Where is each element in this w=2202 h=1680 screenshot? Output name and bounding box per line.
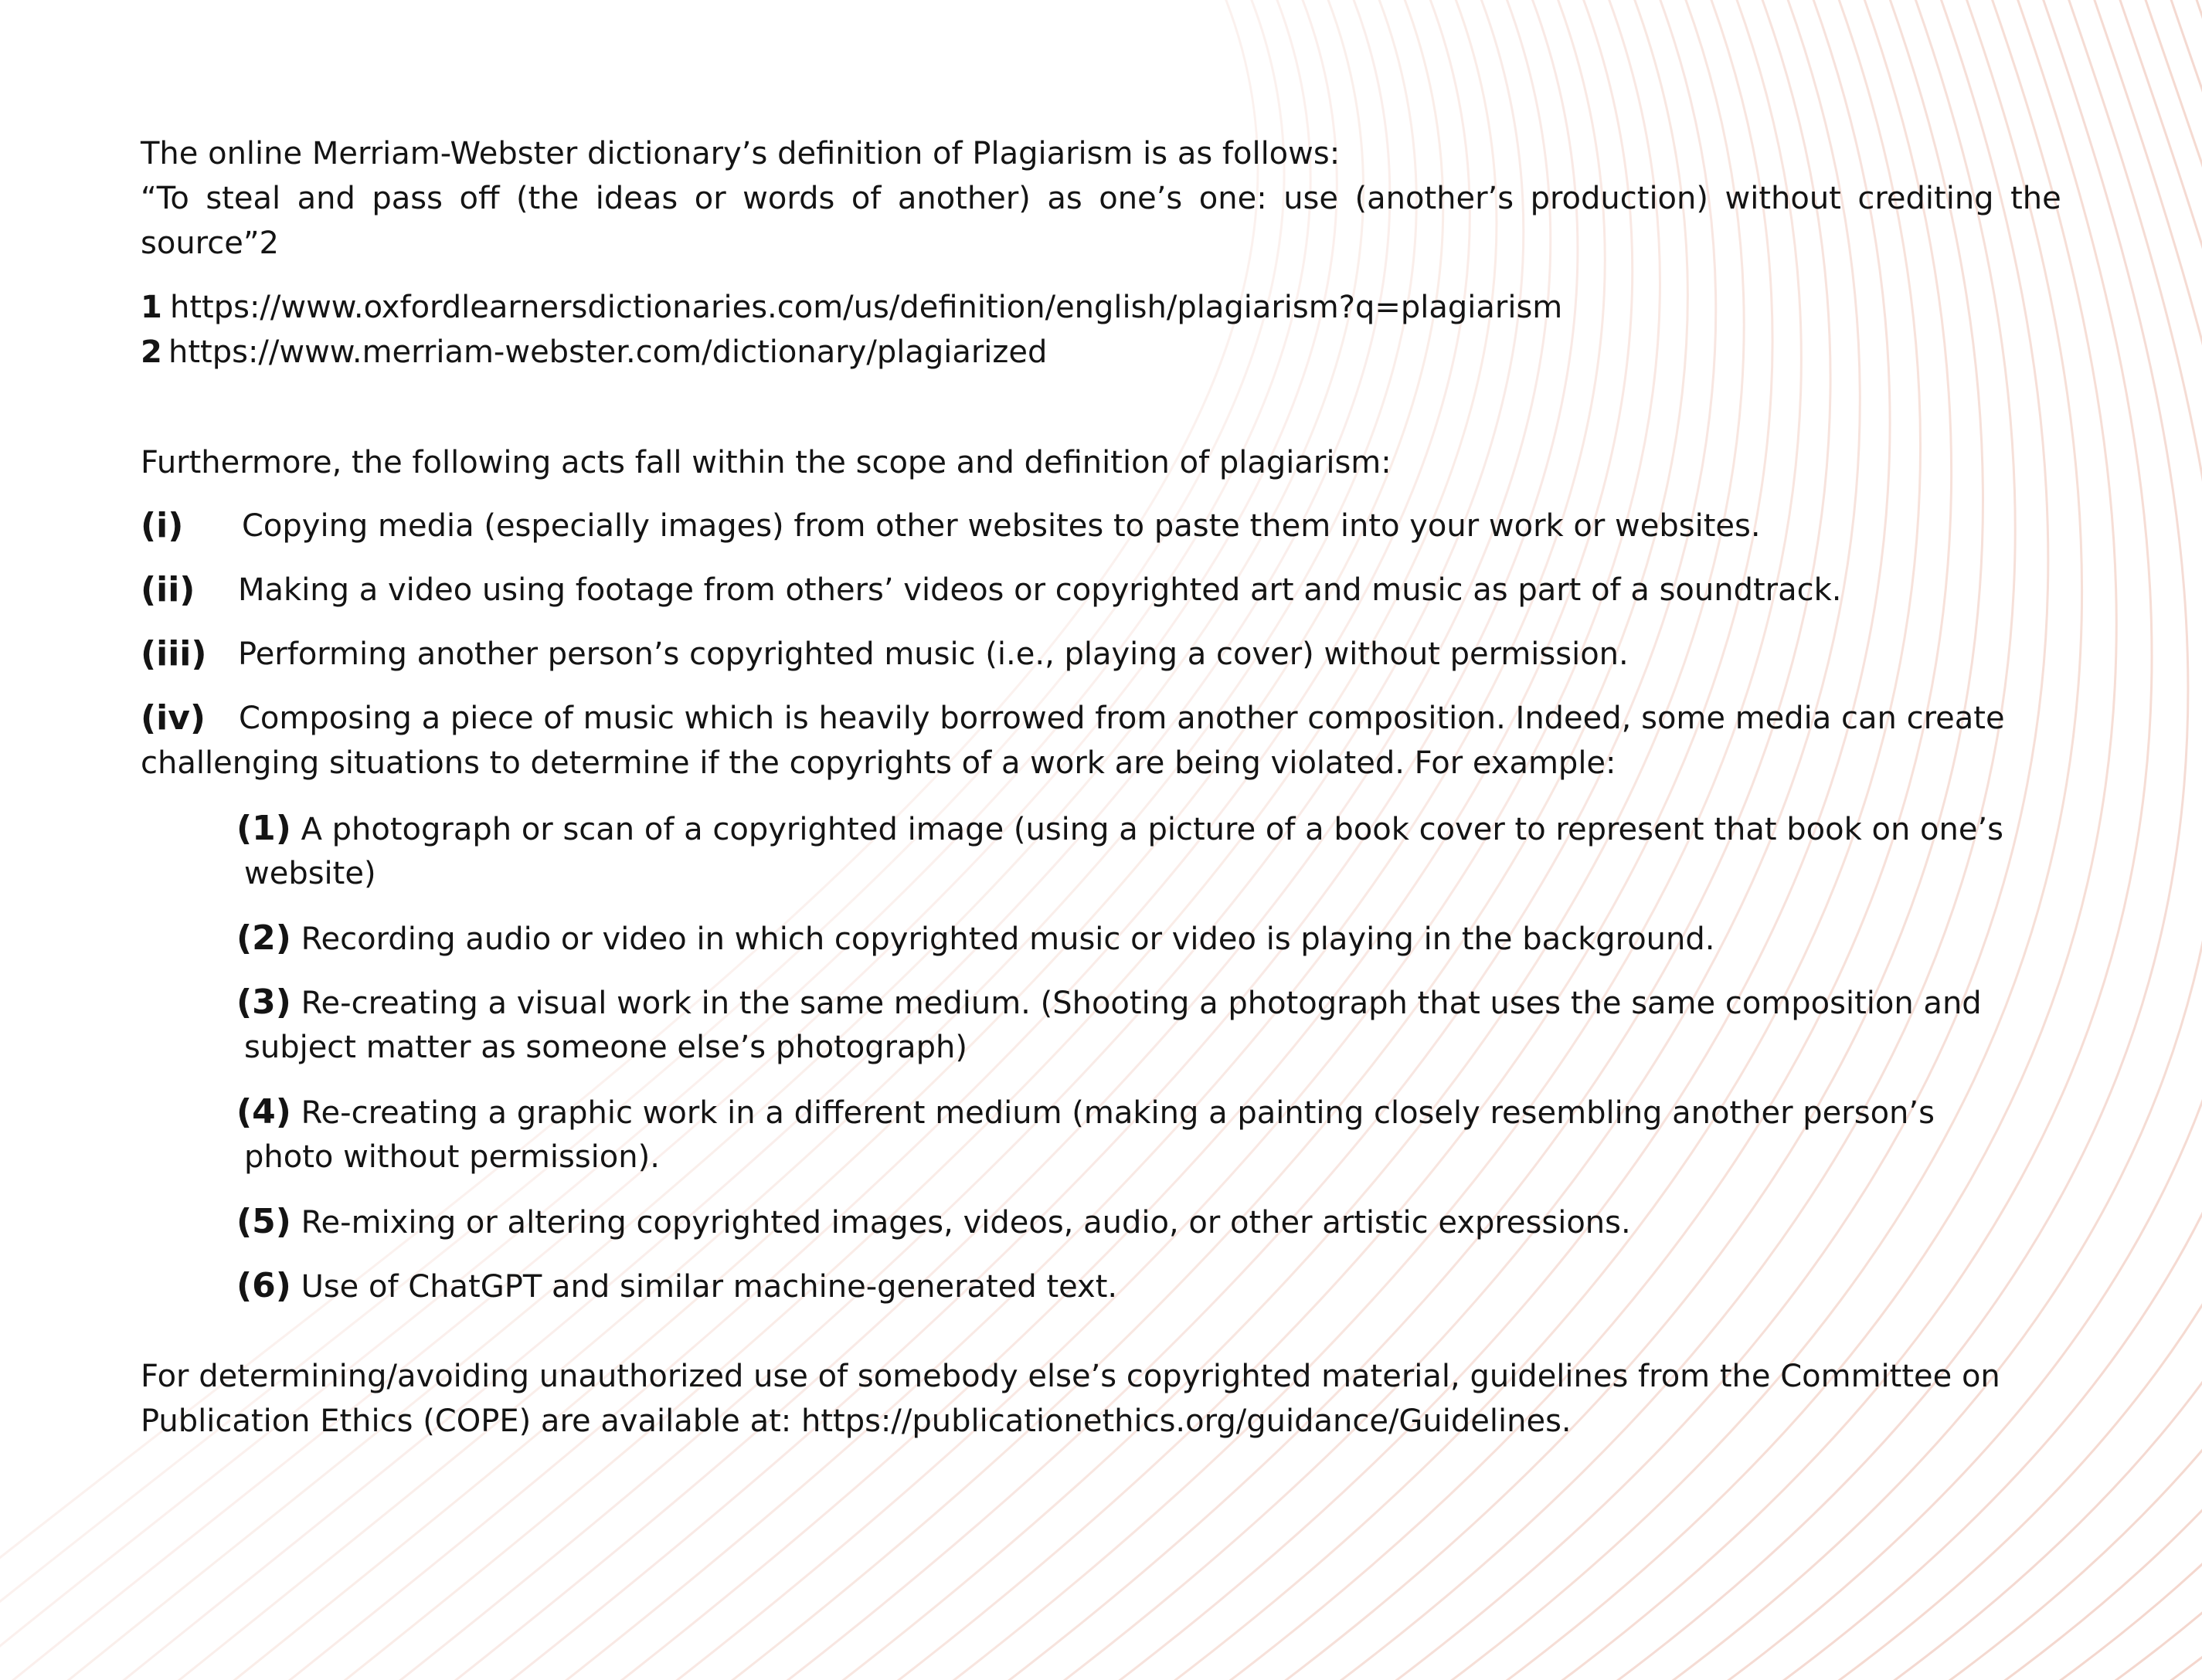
quote-word: crediting <box>1857 181 1994 216</box>
example-text: Re-creating a visual work in the same medium. (Shooting a photograph that uses the same composition and <box>301 986 1982 1021</box>
reference-2 <box>141 330 1047 375</box>
quote-word: the <box>2010 181 2061 216</box>
example-text: A photograph or scan of a copyrighted image (using a picture of a book cover to represent that book on one’s <box>301 812 2004 847</box>
quote-word: one’s <box>1099 181 1183 216</box>
document-page <box>141 0 2061 1680</box>
quote-word: or <box>694 181 726 216</box>
definition-quote-end: source”2 <box>141 226 280 261</box>
example-text-continued: photo without permission). <box>244 1139 660 1175</box>
reference-1 <box>141 285 1562 330</box>
example-label: (5) <box>236 1202 291 1241</box>
quote-word: (another’s <box>1354 181 1514 216</box>
closing-line-1: For determining/avoiding unauthorized use of somebody else’s copyrighted material, guidelines from the Committee on <box>141 1359 2000 1394</box>
quote-word: ideas <box>595 181 678 216</box>
example-text: Recording audio or video in which copyrighted music or video is playing in the background. <box>301 921 1715 957</box>
reference-url[interactable]: https://www.oxfordlearnersdictionaries.com/us/definition/english/plagiarism?q=plagiarism <box>170 290 1563 325</box>
quote-word: as <box>1047 181 1082 216</box>
example-text-continued: website) <box>244 856 376 891</box>
quote-word: pass <box>372 181 443 216</box>
quote-word: one: <box>1198 181 1267 216</box>
act-label: (ii) <box>141 570 195 609</box>
definition-quote <box>141 176 2061 221</box>
act-text: Making a video using footage from others’ videos or copyrighted art and music as part of a soundtrack. <box>238 572 1842 608</box>
act-label: (i) <box>141 506 184 545</box>
example-text: Re-creating a graphic work in a different medium (making a painting closely resembling another person’s <box>301 1095 1935 1131</box>
quote-word: “To <box>141 181 189 216</box>
quote-word: another) <box>897 181 1031 216</box>
example-text-continued: subject matter as someone else’s photograph) <box>244 1030 967 1065</box>
quote-word: words <box>742 181 835 216</box>
reference-number: 2 <box>141 334 162 370</box>
closing-line-2: Publication Ethics (COPE) are available at: https://publicationethics.org/guidance/Guidelines. <box>141 1403 1572 1439</box>
example-label: (4) <box>236 1092 291 1132</box>
act-text: Copying media (especially images) from other websites to paste them into your work or websites. <box>242 508 1761 544</box>
quote-word: steal <box>206 181 281 216</box>
quote-word: without <box>1725 181 1841 216</box>
act-label: (iii) <box>141 634 207 674</box>
quote-word: and <box>297 181 355 216</box>
scope-intro: Furthermore, the following acts fall within the scope and definition of plagiarism: <box>141 445 1392 480</box>
quote-word: (the <box>516 181 579 216</box>
example-label: (6) <box>236 1266 291 1305</box>
quote-word: use <box>1283 181 1338 216</box>
act-label: (iv) <box>141 698 206 738</box>
example-label: (1) <box>236 809 291 848</box>
quote-word: off <box>459 181 500 216</box>
definition-intro: The online Merriam-Webster dictionary’s definition of Plagiarism is as follows: <box>141 136 1341 171</box>
quote-word: production) <box>1530 181 1708 216</box>
example-text: Re-mixing or altering copyrighted images, videos, audio, or other artistic expressions. <box>301 1205 1631 1240</box>
example-text: Use of ChatGPT and similar machine-generated text. <box>301 1269 1118 1305</box>
act-text: Performing another person’s copyrighted music (i.e., playing a cover) without permission. <box>238 636 1629 672</box>
reference-number: 1 <box>141 290 162 325</box>
quote-word: of <box>851 181 882 216</box>
wave-line <box>2186 0 2202 1680</box>
act-text-continued: challenging situations to determine if the copyrights of a work are being violated. For example: <box>141 745 1616 781</box>
example-label: (2) <box>236 918 291 958</box>
example-label: (3) <box>236 983 291 1022</box>
reference-url[interactable]: https://www.merriam-webster.com/dictionary/plagiarized <box>168 334 1048 370</box>
act-text: Composing a piece of music which is heavily borrowed from another composition. Indeed, some media can create <box>239 701 2005 736</box>
